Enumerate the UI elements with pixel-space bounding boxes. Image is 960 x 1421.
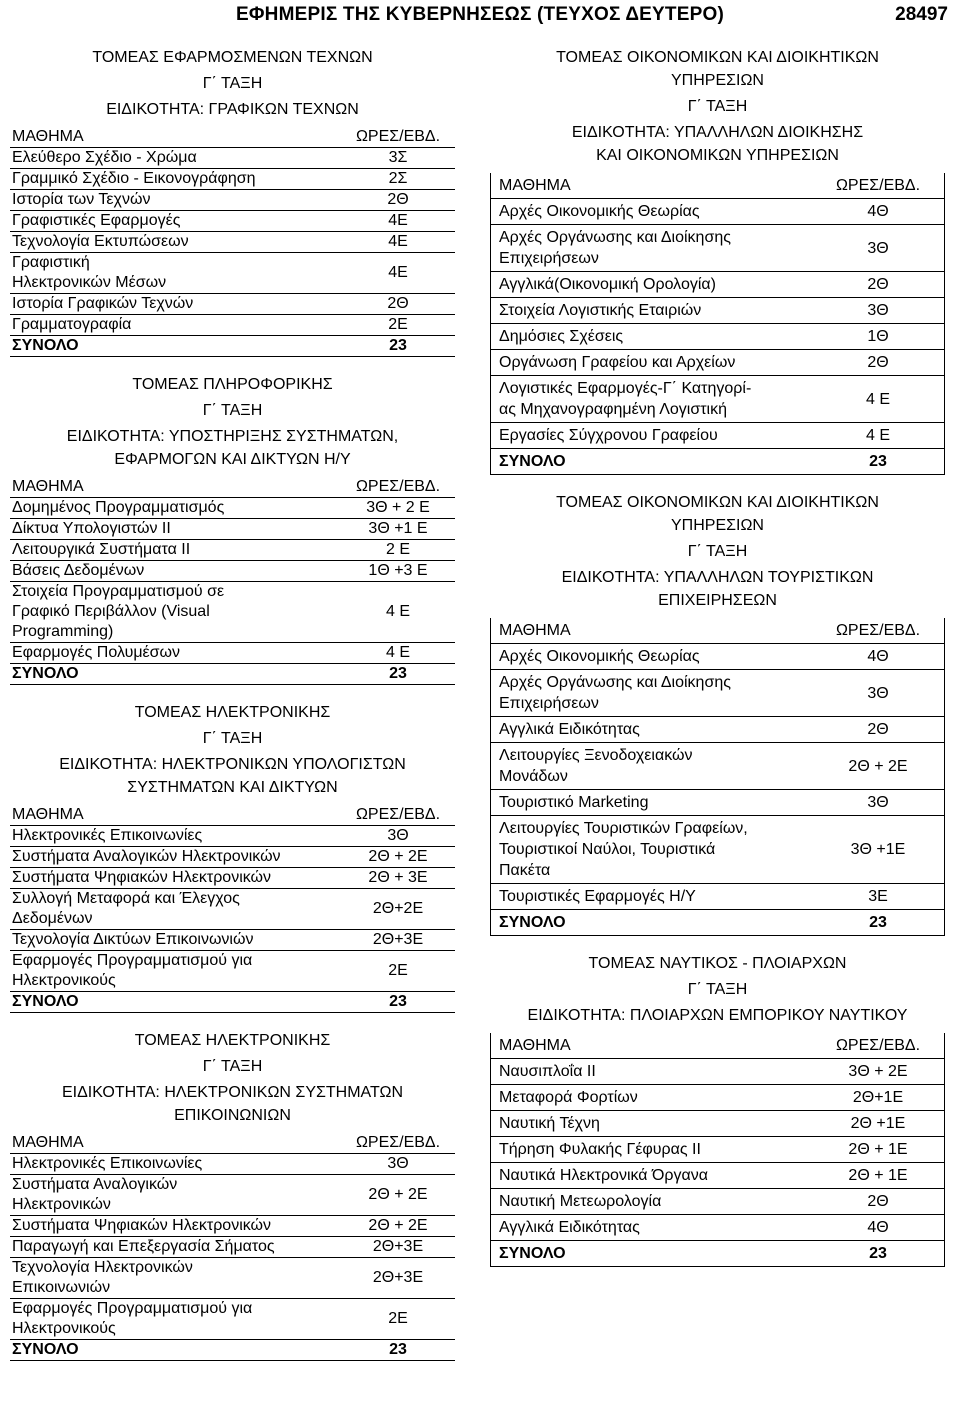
- table-row: [491, 324, 945, 350]
- subject-cell: Αρχές Οργάνωσης και Διοίκησης Επιχειρήσεων: [491, 670, 811, 717]
- total-value: 23: [810, 1241, 945, 1267]
- left-column: [10, 46, 455, 1377]
- subject-cell: Ναυτικά Ηλεκτρονικά Όργανα: [491, 1163, 811, 1189]
- table-row: [10, 951, 455, 992]
- grade-heading: Γ΄ ΤΑΞΗ: [202, 75, 263, 92]
- hours-cell: 3Ε: [810, 884, 945, 910]
- total-value: 23: [341, 664, 455, 685]
- subject-cell: Συστήματα Αναλογικών Ηλεκτρονικών: [10, 847, 341, 868]
- subject-cell: Αγγλικά Ειδικότητας: [491, 717, 811, 743]
- column-header-hours: ΩΡΕΣ/ΕΒΔ.: [341, 805, 455, 826]
- subject-cell: Αγγλικά(Οικονομική Ορολογία): [491, 272, 811, 298]
- table-row: [491, 298, 945, 324]
- table-row: [10, 315, 455, 336]
- table-row: [10, 169, 455, 190]
- gazette-title: ΕΦΗΜΕΡΙΣ ΤΗΣ ΚΥΒΕΡΝΗΣΕΩΣ (ΤΕΥΧΟΣ ΔΕΥΤΕΡΟ): [236, 4, 724, 25]
- table-row: [10, 643, 455, 664]
- table-row: [10, 190, 455, 211]
- total-label: ΣΥΝΟΛΟ: [10, 336, 341, 357]
- subject-cell: Λειτουργίες Τουριστικών Γραφείων, Τουριστικοί Ναύλοι, Τουριστικά Πακέτα: [491, 816, 811, 884]
- subject-cell: Δομημένος Προγραμματισμός: [10, 498, 341, 519]
- table-row: [10, 519, 455, 540]
- hours-cell: 3Θ +1Ε: [810, 816, 945, 884]
- column-header-hours: ΩΡΕΣ/ΕΒΔ.: [810, 173, 945, 199]
- hours-cell: 3Θ: [810, 298, 945, 324]
- table-row: [491, 1059, 945, 1085]
- total-label: ΣΥΝΟΛΟ: [491, 449, 811, 475]
- section-headings: [490, 46, 945, 167]
- hours-cell: 2Θ + 3Ε: [341, 868, 455, 889]
- column-header-subject: ΜΑΘΗΜΑ: [10, 477, 341, 498]
- subject-cell: Ηλεκτρονικές Επικοινωνίες: [10, 826, 341, 847]
- table-row: [10, 498, 455, 519]
- subject-cell: Λογιστικές Εφαρμογές-Γ΄ Κατηγορί- ας Μηχανογραφημένη Λογιστική: [491, 376, 811, 423]
- right-section-0: [490, 46, 945, 475]
- table-row: [10, 1299, 455, 1340]
- hours-cell: 1Θ +3 Ε: [341, 561, 455, 582]
- hours-cell: 3Θ + 2Ε: [810, 1059, 945, 1085]
- table-row: [491, 743, 945, 790]
- hours-cell: 2Ε: [341, 315, 455, 336]
- table-row: [10, 211, 455, 232]
- table-header-row: [491, 1033, 945, 1059]
- left-section-2: [10, 701, 455, 1013]
- grade-heading: Γ΄ ΤΑΞΗ: [202, 402, 263, 419]
- subjects-table: [490, 618, 945, 936]
- subject-cell: Τεχνολογία Ηλεκτρονικών Επικοινωνιών: [10, 1258, 341, 1299]
- hours-cell: 3Θ +1 Ε: [341, 519, 455, 540]
- table-row: [491, 816, 945, 884]
- hours-cell: 2Θ: [341, 294, 455, 315]
- hours-cell: 4 Ε: [810, 423, 945, 449]
- table-row: [491, 790, 945, 816]
- column-header-subject: ΜΑΘΗΜΑ: [10, 805, 341, 826]
- table-row: [10, 1154, 455, 1175]
- subjects-table: [10, 1133, 455, 1361]
- hours-cell: 2Ε: [341, 951, 455, 992]
- right-column: [490, 46, 945, 1283]
- subject-cell: Στοιχεία Προγραμματισμού σε Γραφικό Περιβάλλον (Visual Programming): [10, 582, 341, 643]
- subject-cell: Δημόσιες Σχέσεις: [491, 324, 811, 350]
- hours-cell: 2Θ+3Ε: [341, 1258, 455, 1299]
- subject-cell: Οργάνωση Γραφείου και Αρχείων: [491, 350, 811, 376]
- subject-cell: Αρχές Οργάνωσης και Διοίκησης Επιχειρήσεων: [491, 225, 811, 272]
- sector-heading: ΤΟΜΕΑΣ ΠΛΗΡΟΦΟΡΙΚΗΣ: [132, 376, 333, 393]
- page-number: 28497: [895, 4, 948, 25]
- column-header-subject: ΜΑΘΗΜΑ: [491, 1033, 811, 1059]
- subjects-table: [490, 173, 945, 475]
- subject-cell: Ιστορία των Τεχνών: [10, 190, 341, 211]
- hours-cell: 4Θ: [810, 1215, 945, 1241]
- table-header-row: [10, 127, 455, 148]
- table-row: [10, 868, 455, 889]
- hours-cell: 2Θ + 2Ε: [341, 1175, 455, 1216]
- subject-cell: Λειτουργίες Ξενοδοχειακών Μονάδων: [491, 743, 811, 790]
- subject-cell: Ναυτική Μετεωρολογία: [491, 1189, 811, 1215]
- total-row: [10, 664, 455, 685]
- subject-cell: Συλλογή Μεταφορά και Έλεγχος Δεδομένων: [10, 889, 341, 930]
- right-section-2: [490, 952, 945, 1267]
- total-label: ΣΥΝΟΛΟ: [10, 992, 341, 1013]
- subject-cell: Παραγωγή και Επεξεργασία Σήματος: [10, 1237, 341, 1258]
- hours-cell: 3Θ: [341, 826, 455, 847]
- hours-cell: 2Θ: [810, 717, 945, 743]
- subject-cell: Μεταφορά Φορτίων: [491, 1085, 811, 1111]
- section-headings: [490, 952, 945, 1027]
- subject-cell: Εργασίες Σύγχρονου Γραφείου: [491, 423, 811, 449]
- table-row: [491, 350, 945, 376]
- table-row: [491, 1163, 945, 1189]
- column-header-subject: ΜΑΘΗΜΑ: [491, 618, 811, 644]
- column-header-hours: ΩΡΕΣ/ΕΒΔ.: [341, 1133, 455, 1154]
- subject-cell: Ιστορία Γραφικών Τεχνών: [10, 294, 341, 315]
- hours-cell: 2Σ: [341, 169, 455, 190]
- table-row: [10, 930, 455, 951]
- right-section-1: [490, 491, 945, 936]
- total-row: [10, 992, 455, 1013]
- table-row: [10, 1175, 455, 1216]
- table-header-row: [10, 805, 455, 826]
- table-row: [491, 225, 945, 272]
- table-row: [10, 1216, 455, 1237]
- table-row: [491, 423, 945, 449]
- hours-cell: 2Θ: [341, 190, 455, 211]
- table-row: [10, 294, 455, 315]
- section-headings: [10, 701, 455, 799]
- hours-cell: 4 Ε: [810, 376, 945, 423]
- subjects-table: [490, 1033, 945, 1267]
- subjects-table: [10, 805, 455, 1013]
- hours-cell: 2 Ε: [341, 540, 455, 561]
- table-row: [10, 1258, 455, 1299]
- table-row: [491, 1111, 945, 1137]
- hours-cell: 4Θ: [810, 199, 945, 225]
- grade-heading: Γ΄ ΤΑΞΗ: [202, 1058, 263, 1075]
- section-headings: [10, 1029, 455, 1127]
- subject-cell: Δίκτυα Υπολογιστών ΙΙ: [10, 519, 341, 540]
- subject-cell: Γραφιστικές Εφαρμογές: [10, 211, 341, 232]
- total-row: [10, 336, 455, 357]
- left-section-3: [10, 1029, 455, 1361]
- hours-cell: 2Θ + 2Ε: [341, 1216, 455, 1237]
- hours-cell: 1Θ: [810, 324, 945, 350]
- total-row: [491, 1241, 945, 1267]
- total-value: 23: [341, 992, 455, 1013]
- total-value: 23: [810, 449, 945, 475]
- total-value: 23: [341, 336, 455, 357]
- section-headings: [490, 491, 945, 612]
- table-row: [10, 253, 455, 294]
- subject-cell: Αρχές Οικονομικής Θεωρίας: [491, 199, 811, 225]
- table-row: [491, 272, 945, 298]
- subject-cell: Συστήματα Αναλογικών Ηλεκτρονικών: [10, 1175, 341, 1216]
- subject-cell: Τήρηση Φυλακής Γέφυρας ΙΙ: [491, 1137, 811, 1163]
- column-header-hours: ΩΡΕΣ/ΕΒΔ.: [341, 127, 455, 148]
- section-headings: [10, 46, 455, 121]
- total-label: ΣΥΝΟΛΟ: [491, 910, 811, 936]
- subject-cell: Ηλεκτρονικές Επικοινωνίες: [10, 1154, 341, 1175]
- table-row: [491, 884, 945, 910]
- table-row: [491, 644, 945, 670]
- subject-cell: Εφαρμογές Πολυμέσων: [10, 643, 341, 664]
- table-row: [10, 582, 455, 643]
- grade-heading: Γ΄ ΤΑΞΗ: [687, 98, 748, 115]
- table-row: [491, 1215, 945, 1241]
- subject-cell: Βάσεις Δεδομένων: [10, 561, 341, 582]
- specialty-heading: ΕΙΔΙΚΟΤΗΤΑ: ΗΛΕΚΤΡΟΝΙΚΩΝ ΣΥΣΤΗΜΑΤΩΝ ΕΠΙΚΟΙΝΩΝΙΩΝ: [61, 1084, 404, 1124]
- hours-cell: 4 Ε: [341, 643, 455, 664]
- column-header-hours: ΩΡΕΣ/ΕΒΔ.: [341, 477, 455, 498]
- total-label: ΣΥΝΟΛΟ: [10, 1340, 341, 1361]
- hours-cell: 2Θ: [810, 1189, 945, 1215]
- table-header-row: [10, 1133, 455, 1154]
- sector-heading: ΤΟΜΕΑΣ ΟΙΚΟΝΟΜΙΚΩΝ ΚΑΙ ΔΙΟΙΚΗΤΙΚΩΝ ΥΠΗΡΕΣΙΩΝ: [556, 49, 879, 89]
- subject-cell: Γραφιστική Ηλεκτρονικών Μέσων: [10, 253, 341, 294]
- specialty-heading: ΕΙΔΙΚΟΤΗΤΑ: ΓΡΑΦΙΚΩΝ ΤΕΧΝΩΝ: [106, 101, 359, 118]
- table-row: [10, 232, 455, 253]
- table-row: [491, 1137, 945, 1163]
- left-section-1: [10, 373, 455, 685]
- subjects-table: [10, 477, 455, 685]
- column-header-subject: ΜΑΘΗΜΑ: [491, 173, 811, 199]
- subject-cell: Τουριστικές Εφαρμογές Η/Υ: [491, 884, 811, 910]
- grade-heading: Γ΄ ΤΑΞΗ: [687, 543, 748, 560]
- subject-cell: Τουριστικό Marketing: [491, 790, 811, 816]
- hours-cell: 3Θ + 2 Ε: [341, 498, 455, 519]
- subject-cell: Γραμμικό Σχέδιο - Εικονογράφηση: [10, 169, 341, 190]
- table-row: [10, 826, 455, 847]
- hours-cell: 4 Ε: [341, 582, 455, 643]
- column-header-hours: ΩΡΕΣ/ΕΒΔ.: [810, 618, 945, 644]
- subject-cell: Λειτουργικά Συστήματα ΙΙ: [10, 540, 341, 561]
- hours-cell: 4Ε: [341, 253, 455, 294]
- hours-cell: 3Θ: [810, 790, 945, 816]
- table-row: [491, 199, 945, 225]
- hours-cell: 2Θ: [810, 272, 945, 298]
- specialty-heading: ΕΙΔΙΚΟΤΗΤΑ: ΗΛΕΚΤΡΟΝΙΚΩΝ ΥΠΟΛΟΓΙΣΤΩΝ ΣΥΣΤΗΜΑΤΩΝ ΚΑΙ ΔΙΚΤΥΩΝ: [59, 756, 406, 796]
- table-row: [491, 376, 945, 423]
- subject-cell: Εφαρμογές Προγραμματισμού για Ηλεκτρονικούς: [10, 1299, 341, 1340]
- sector-heading: ΤΟΜΕΑΣ ΗΛΕΚΤΡΟΝΙΚΗΣ: [134, 1032, 331, 1049]
- specialty-heading: ΕΙΔΙΚΟΤΗΤΑ: ΥΠΟΣΤΗΡΙΞΗΣ ΣΥΣΤΗΜΑΤΩΝ, ΕΦΑΡΜΟΓΩΝ ΚΑΙ ΔΙΚΤΥΩΝ Η/Υ: [66, 428, 399, 468]
- column-header-subject: ΜΑΘΗΜΑ: [10, 127, 341, 148]
- table-row: [491, 717, 945, 743]
- subject-cell: Συστήματα Ψηφιακών Ηλεκτρονικών: [10, 868, 341, 889]
- subject-cell: Ναυσιπλοΐα ΙΙ: [491, 1059, 811, 1085]
- hours-cell: 2Θ+1Ε: [810, 1085, 945, 1111]
- subject-cell: Στοιχεία Λογιστικής Εταιριών: [491, 298, 811, 324]
- total-value: 23: [810, 910, 945, 936]
- table-header-row: [491, 173, 945, 199]
- subjects-table: [10, 127, 455, 357]
- subject-cell: Εφαρμογές Προγραμματισμού για Ηλεκτρονικούς: [10, 951, 341, 992]
- hours-cell: 2Θ+2Ε: [341, 889, 455, 930]
- subject-cell: Ελεύθερο Σχέδιο - Χρώμα: [10, 148, 341, 169]
- sector-heading: ΤΟΜΕΑΣ ΝΑΥΤΙΚΟΣ - ΠΛΟΙΑΡΧΩΝ: [588, 955, 847, 972]
- specialty-heading: ΕΙΔΙΚΟΤΗΤΑ: ΠΛΟΙΑΡΧΩΝ ΕΜΠΟΡΙΚΟΥ ΝΑΥΤΙΚΟΥ: [527, 1007, 908, 1024]
- hours-cell: 2Θ +1Ε: [810, 1111, 945, 1137]
- hours-cell: 4Ε: [341, 232, 455, 253]
- table-row: [10, 148, 455, 169]
- table-header-row: [491, 618, 945, 644]
- grade-heading: Γ΄ ΤΑΞΗ: [687, 981, 748, 998]
- subject-cell: Γραμματογραφία: [10, 315, 341, 336]
- hours-cell: 3Σ: [341, 148, 455, 169]
- subject-cell: Τεχνολογία Δικτύων Επικοινωνιών: [10, 930, 341, 951]
- total-row: [491, 910, 945, 936]
- table-row: [491, 1085, 945, 1111]
- column-header-hours: ΩΡΕΣ/ΕΒΔ.: [810, 1033, 945, 1059]
- hours-cell: 3Θ: [341, 1154, 455, 1175]
- sector-heading: ΤΟΜΕΑΣ ΗΛΕΚΤΡΟΝΙΚΗΣ: [134, 704, 331, 721]
- table-row: [10, 1237, 455, 1258]
- table-header-row: [10, 477, 455, 498]
- column-header-subject: ΜΑΘΗΜΑ: [10, 1133, 341, 1154]
- subject-cell: Ναυτική Τέχνη: [491, 1111, 811, 1137]
- specialty-heading: ΕΙΔΙΚΟΤΗΤΑ: ΥΠΑΛΛΗΛΩΝ ΤΟΥΡΙΣΤΙΚΩΝ ΕΠΙΧΕΙΡΗΣΕΩΝ: [561, 569, 874, 609]
- hours-cell: 4Θ: [810, 644, 945, 670]
- sector-heading: ΤΟΜΕΑΣ ΟΙΚΟΝΟΜΙΚΩΝ ΚΑΙ ΔΙΟΙΚΗΤΙΚΩΝ ΥΠΗΡΕΣΙΩΝ: [556, 494, 879, 534]
- hours-cell: 2Θ+3Ε: [341, 930, 455, 951]
- total-row: [10, 1340, 455, 1361]
- table-row: [491, 670, 945, 717]
- hours-cell: 2Θ+3Ε: [341, 1237, 455, 1258]
- table-row: [10, 561, 455, 582]
- hours-cell: 3Θ: [810, 670, 945, 717]
- hours-cell: 2Θ: [810, 350, 945, 376]
- hours-cell: 4Ε: [341, 211, 455, 232]
- total-label: ΣΥΝΟΛΟ: [10, 664, 341, 685]
- table-row: [491, 1189, 945, 1215]
- table-row: [10, 889, 455, 930]
- hours-cell: 2Θ + 1Ε: [810, 1137, 945, 1163]
- subject-cell: Συστήματα Ψηφιακών Ηλεκτρονικών: [10, 1216, 341, 1237]
- hours-cell: 2Ε: [341, 1299, 455, 1340]
- hours-cell: 3Θ: [810, 225, 945, 272]
- subject-cell: Αγγλικά Ειδικότητας: [491, 1215, 811, 1241]
- hours-cell: 2Θ + 2Ε: [341, 847, 455, 868]
- left-section-0: [10, 46, 455, 357]
- table-row: [10, 847, 455, 868]
- specialty-heading: ΕΙΔΙΚΟΤΗΤΑ: ΥΠΑΛΛΗΛΩΝ ΔΙΟΙΚΗΣΗΣ ΚΑΙ ΟΙΚΟΝΟΜΙΚΩΝ ΥΠΗΡΕΣΙΩΝ: [571, 124, 864, 164]
- subject-cell: Τεχνολογία Εκτυπώσεων: [10, 232, 341, 253]
- hours-cell: 2Θ + 2Ε: [810, 743, 945, 790]
- sector-heading: ΤΟΜΕΑΣ ΕΦΑΡΜΟΣΜΕΝΩΝ ΤΕΧΝΩΝ: [92, 49, 373, 66]
- total-label: ΣΥΝΟΛΟ: [491, 1241, 811, 1267]
- total-value: 23: [341, 1340, 455, 1361]
- table-row: [10, 540, 455, 561]
- hours-cell: 2Θ + 1Ε: [810, 1163, 945, 1189]
- section-headings: [10, 373, 455, 471]
- grade-heading: Γ΄ ΤΑΞΗ: [202, 730, 263, 747]
- total-row: [491, 449, 945, 475]
- subject-cell: Αρχές Οικονομικής Θεωρίας: [491, 644, 811, 670]
